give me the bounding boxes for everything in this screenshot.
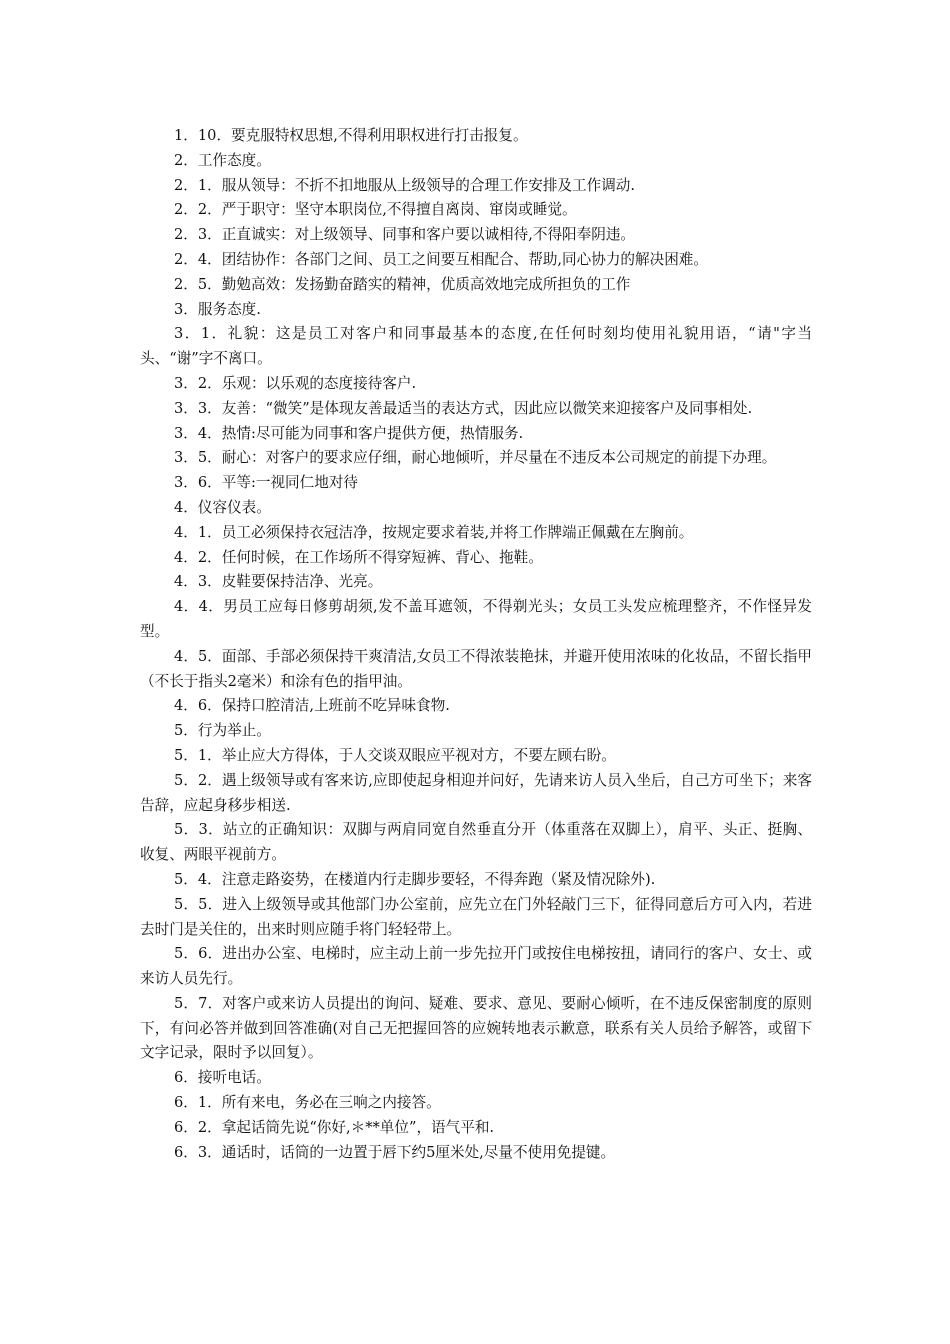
paragraph: 3．1．礼貌：这是员工对客户和同事最基本的态度,在任何时刻均使用礼貌用语，“请"字当头、“谢”字不离口。 [140,325,812,368]
paragraph: 5．6．进出办公室、电梯时，应主动上前一步先拉开门或按住电梯按扭，请同行的客户、女士、或来访人员先行。 [140,945,812,988]
paragraph: 3．5．耐心：对客户的要求应仔细，耐心地倾听，并尽量在不违反本公司规定的前提下办理。 [174,449,777,467]
paragraph: 5．行为举止。 [174,722,271,740]
paragraph: 3．服务态度. [174,300,261,318]
paragraph: 3．6．平等:一视同仁地对待 [174,474,359,492]
paragraph: 2．2．严于职守：坚守本职岗位,不得擅自离岗、窜岗或睡觉。 [174,201,577,219]
paragraph: 4．5．面部、手部必须保持干爽清洁,女员工不得浓装艳抹，并避开使用浓味的化妆品，不留长指甲（不长于指头2毫米）和涂有色的指甲油。 [140,647,812,690]
paragraph: 2．5．勤勉高效：发扬勤奋踏实的精神，优质高效地完成所担负的工作 [174,275,631,293]
paragraph: 6．2．拿起话筒先说“你好,＊**单位”，语气平和. [174,1118,495,1136]
paragraph: 5．1．举止应大方得体，于人交谈双眼应平视对方，不要左顾右盼。 [174,746,616,764]
paragraph: 6．接听电话。 [174,1069,271,1087]
paragraph: 4．2．任何时候，在工作场所不得穿短裤、背心、拖鞋。 [174,548,543,566]
paragraph: 5．4．注意走路姿势，在楼道内行走脚步要轻，不得奔跑（紧及情况除外). [174,870,656,888]
paragraph: 5．3．站立的正确知识：双脚与两肩同宽自然垂直分开（体重落在双脚上），肩平、头正、挺胸、收复、两眼平视前方。 [140,821,812,864]
paragraph: 2．3．正直诚实：对上级领导、同事和客户要以诚相待,不得阳奉阴违。 [174,226,636,244]
paragraph: 2．工作态度。 [174,151,271,169]
document-body [140,124,812,1165]
paragraph: 6．3．通话时，话筒的一边置于唇下约5厘米处,尽量不使用免提键。 [174,1143,616,1161]
paragraph: 1．10．要克服特权思想,不得利用职权进行打击报复。 [174,127,528,144]
paragraph: 2．4．团结协作：各部门之间、员工之间要互相配合、帮助,同心协力的解决困难。 [174,250,708,268]
paragraph: 6．1．所有来电，务必在三响之内接答。 [174,1094,441,1112]
paragraph: 3．2．乐观：以乐观的态度接待客户. [174,374,417,392]
paragraph: 3．3．友善：“微笑”是体现友善最适当的表达方式，因此应以微笑来迎接客户及同事相处. [174,399,753,417]
paragraph: 4．6．保持口腔清洁,上班前不吃异味食物. [174,697,450,715]
paragraph: 2．1．服从领导：不折不扣地服从上级领导的合理工作安排及工作调动. [174,176,636,194]
paragraph: 4．4．男员工应每日修剪胡须,发不盖耳遮领，不得剃光头；女员工头发应梳理整齐，不作怪异发型。 [140,598,812,640]
paragraph: 4．仪容仪表。 [174,498,271,516]
paragraph: 4．1．员工必须保持衣冠洁净，按规定要求着装,并将工作牌端正佩戴在左胸前。 [174,523,694,541]
paragraph: 5．5．进入上级领导或其他部门办公室前，应先立在门外轻敲门三下，征得同意后方可入内，若进去时门是关住的，出来时则应随手将门轻轻带上。 [140,895,812,938]
paragraph: 5．2．遇上级领导或有客来访,应即使起身相迎并问好，先请来访人员入坐后，自己方可坐下；来客告辞，应起身移步相送. [140,771,812,814]
paragraph: 3．4．热情:尽可能为同事和客户提供方便，热情服务. [174,424,524,442]
paragraph: 4．3．皮鞋要保持洁净、光亮。 [174,573,383,591]
paragraph: 5．7．对客户或来访人员提出的询问、疑难、要求、意见、要耐心倾听，在不违反保密制度的原则下，有问必答并做到回答准确(对自己无把握回答的应婉转地表示歉意，联系有关人员给予解答，或留下文字记录，限时予以回复）。 [140,994,812,1062]
